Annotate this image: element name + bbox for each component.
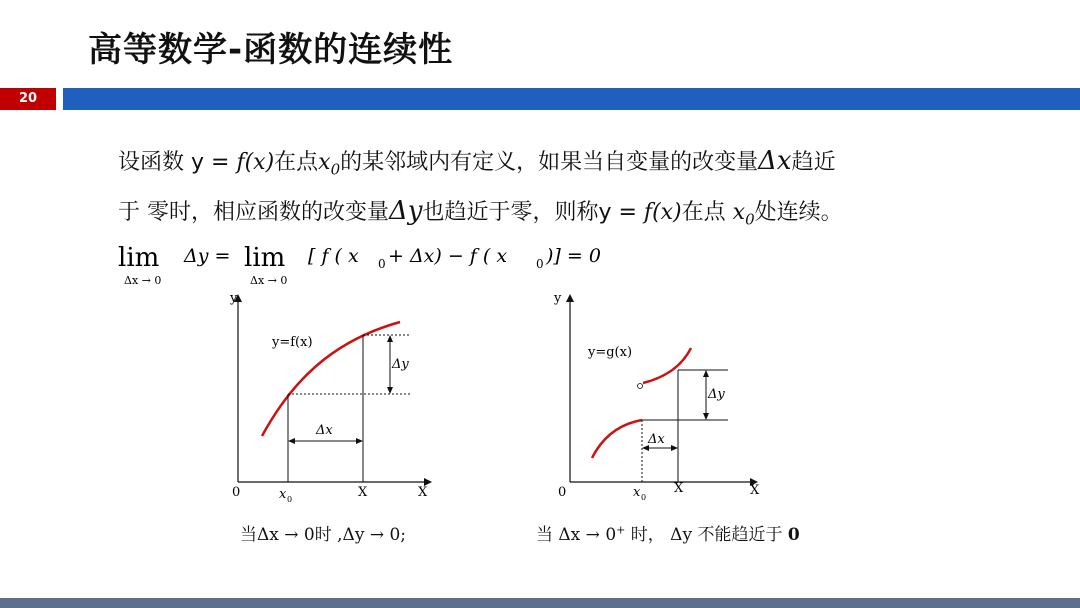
dy-arrow-bottom <box>387 387 393 394</box>
continuous-function-graph <box>222 286 442 508</box>
lim-subscript-1: Δx → 0 <box>124 274 162 287</box>
math-x0: x <box>318 150 331 175</box>
rhs-part-2: + Δx) − f ( x <box>388 245 508 267</box>
x0-subscript: 0 <box>287 495 293 504</box>
slide-title: 高等数学-函数的连续性 <box>88 30 454 70</box>
dy-arrow-top <box>703 370 709 377</box>
caption-text-mid: 时， Δy 不能趋近于 <box>625 525 788 545</box>
math-fx: f(x) <box>236 150 275 175</box>
dy-label: Δy <box>708 387 725 402</box>
math-sub: 0 <box>745 210 755 229</box>
page-number: 20 <box>18 91 38 106</box>
x0-subscript: 0 <box>641 493 647 502</box>
origin-label: 0 <box>232 485 241 500</box>
caption-text-end: 0 <box>787 525 800 545</box>
text-run: 处连续。 <box>754 200 843 226</box>
math-x0: x <box>732 200 746 226</box>
definition-text <box>118 140 1018 241</box>
rhs-part-1: [ f ( x <box>308 245 359 267</box>
axis-x-label: X <box>750 483 760 498</box>
y-axis-arrow <box>566 294 574 302</box>
rhs-part-3: )] = 0 <box>546 245 601 267</box>
dy-arrow-top <box>387 335 393 342</box>
text-run: 于 零时，相应函数的改变量 <box>118 200 389 226</box>
curve-g-left <box>592 420 642 458</box>
dx-label: Δx <box>316 423 333 438</box>
math-fx: f(x) <box>643 200 682 226</box>
text-run: 也趋近于零，则称y = <box>422 200 644 226</box>
caption-text-pre: 当 Δx → 0 <box>536 525 617 545</box>
x-tick-label: X <box>674 481 684 496</box>
axis-x-label: X <box>418 485 428 500</box>
rhs-sub-2: 0 <box>536 257 544 271</box>
text-run: 在点 <box>274 150 319 175</box>
text-run: 设函数 y = <box>118 150 237 175</box>
text-run: 的某邻域内有定义，如果当自变量的改变量 <box>340 150 759 175</box>
text-run: 在点 <box>681 200 733 226</box>
footer-bar <box>0 598 1080 608</box>
delta-y-eq: Δy = <box>184 245 231 267</box>
discontinuous-function-graph <box>548 286 768 508</box>
math-dx: Δx <box>758 146 792 176</box>
dy-label: Δy <box>392 357 409 372</box>
dx-arrow-right <box>356 438 363 444</box>
lim-symbol-1: lim <box>118 243 160 273</box>
left-graph-caption: 当Δx → 0时 ,Δy → 0; <box>240 525 407 545</box>
limit-formula <box>116 238 636 290</box>
rhs-sub-1: 0 <box>378 257 386 271</box>
lim-symbol-2: lim <box>244 243 286 273</box>
dx-arrow-left <box>288 438 295 444</box>
x0-label: x <box>633 485 641 500</box>
axis-y-label: y <box>230 291 238 306</box>
math-dy: Δy <box>389 196 423 227</box>
x-tick-label: X <box>358 485 368 500</box>
text-run: 趋近 <box>791 150 836 175</box>
curve-g-right <box>643 348 691 383</box>
curve-label: y=g(x) <box>588 345 633 360</box>
dx-arrow-right <box>671 445 678 451</box>
lim-subscript-2: Δx → 0 <box>250 274 288 287</box>
caption-superscript: + <box>616 523 626 537</box>
definition-line-2 <box>118 190 1018 240</box>
header-divider <box>63 88 1080 110</box>
curve-label: y=f(x) <box>272 335 313 350</box>
dy-arrow-bottom <box>703 413 709 420</box>
math-sub: 0 <box>330 160 341 179</box>
dx-label: Δx <box>648 432 665 447</box>
open-point <box>638 384 643 389</box>
axis-y-label: y <box>554 291 562 306</box>
definition-line-1 <box>118 140 1018 190</box>
origin-label: 0 <box>558 485 567 500</box>
x0-label: x <box>279 487 287 502</box>
right-graph-caption <box>536 520 800 545</box>
